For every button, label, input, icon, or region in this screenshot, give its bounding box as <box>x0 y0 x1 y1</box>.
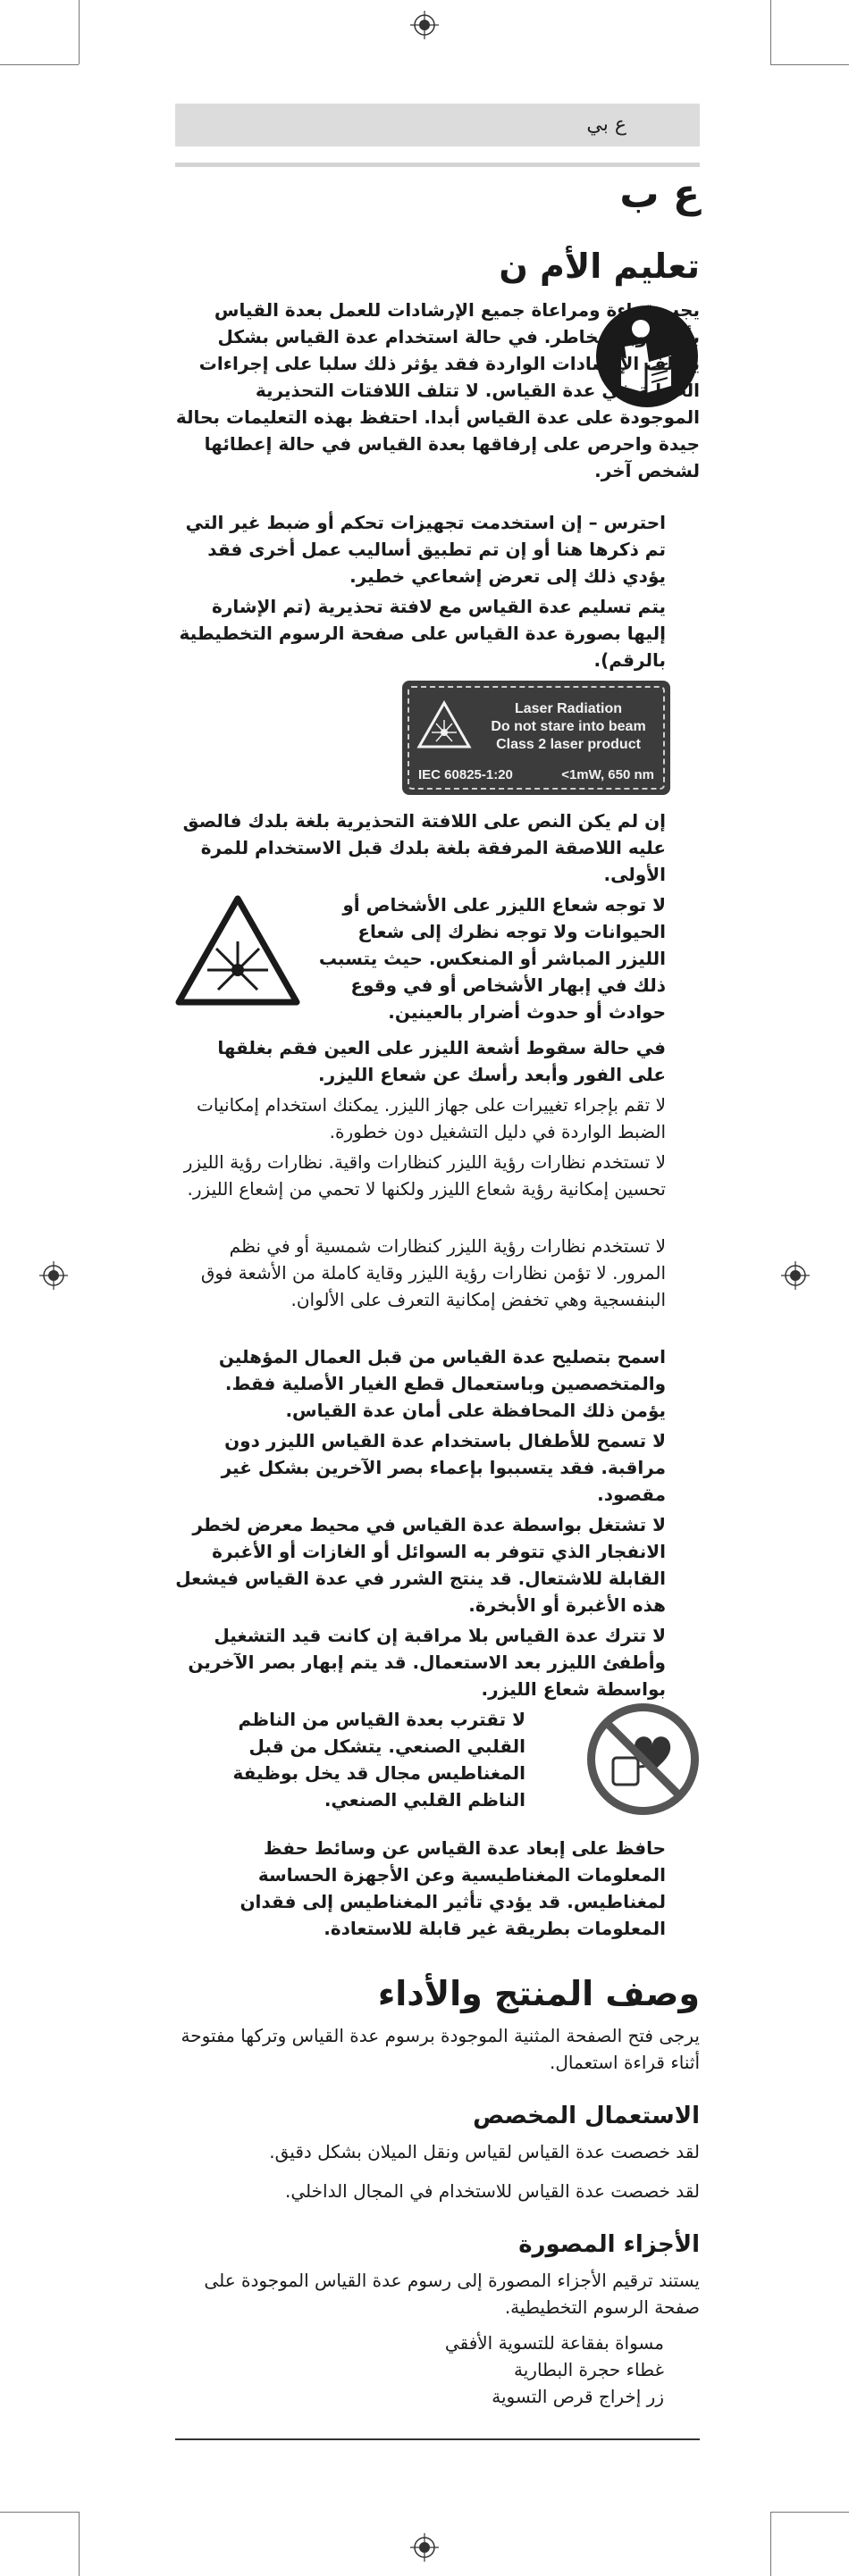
safety-intro-block <box>175 297 700 484</box>
crop-mark <box>770 0 771 64</box>
safety-title-block <box>175 247 700 286</box>
label-line-3: Class 2 laser product <box>496 737 641 752</box>
delivery-note: يتم تسليم عدة القياس مع لافتة تحذيرية (تم الإشارة إليها بصورة عدة القياس على صفحة الرسوم التخطيطية بالرقم). <box>179 596 666 671</box>
parts-title: الأجزاء المصورة <box>518 2231 700 2258</box>
children-block <box>175 1427 700 1508</box>
unattended-block <box>175 1622 700 1702</box>
no-changes-block <box>175 1091 700 1145</box>
header-rule <box>175 163 700 167</box>
beam-warning-block <box>315 891 700 1025</box>
pacemaker-block <box>175 1706 559 1813</box>
product-intro: يرجى فتح الصفحة المثنية الموجودة برسوم عدة القياس وتركها مفتوحة أثناء قراءة استعمال. <box>181 2025 700 2073</box>
registration-mark-icon <box>410 2533 439 2562</box>
registration-mark-icon <box>781 1261 810 1290</box>
page-title: ع ب <box>619 171 700 217</box>
parts-intro: يستند ترقيم الأجزاء المصورة إلى رسوم عدة القياس الموجودة على صفحة الرسوم التخطيطية. <box>204 2270 700 2318</box>
eye-contact: في حالة سقوط أشعة الليزر على العين فقم بغلقها على الفور وأبعد رأسك عن شعاع الليزر. <box>217 1037 666 1085</box>
language-label-note: إن لم يكن النص على اللافتة التحذيرية بلغة بلدك فالصق عليه اللاصقة المرفقة بلغة بلدك قبل الاستخدام للمرة الأولى. <box>182 810 666 885</box>
language-tab <box>175 104 700 146</box>
label-power: <1mW, 650 nm <box>561 767 654 782</box>
sunglasses: لا تستخدم نظارات رؤية الليزر كنظارات شمسية أو في نظم المرور. لا تؤمن نظارات رؤية الليزر وقاية كاملة من الأشعة فوق البنفسجية وهي تخفض إمكانية التعرف على الألوان. <box>200 1235 666 1310</box>
eye-contact-block <box>175 1034 700 1088</box>
safety-intro: يجب قراءة ومراعاة جميع الإرشادات للعمل بعدة القياس بأمان وبلا مخاطر. في حالة استخدام عدة القياس بشكل يخالف الإرشادات الواردة فقد يؤثر ذلك سلبا على إجراءات الحماية في عدة القياس. لا تتلف اللافتات التحذيرية الموجودة على عدة القياس أبدا. احتفظ بهذه التعليمات بحالة جيدة واحرص على إرفاقها بعدة القياس في حالة إعطائها لشخص آخر. <box>175 299 700 481</box>
no-pacemaker-icon <box>586 1702 700 1816</box>
crop-mark <box>770 64 849 65</box>
repair-block <box>175 1343 700 1424</box>
intended-use-1: لقد خصصت عدة القياس لقياس ونقل الميلان بشكل دقيق. <box>269 2141 700 2162</box>
list-item: غطاء حجرة البطارية <box>514 2359 664 2380</box>
goggles: لا تستخدم نظارات رؤية الليزر كنظارات واقية. نظارات رؤية الليزر تحسين إمكانية رؤية شعاع الليزر ولكنها لا تحمي من إشعاع الليزر. <box>183 1151 666 1200</box>
intended-use-title: الاستعمال المخصص <box>473 2103 700 2129</box>
unattended: لا تترك عدة القياس بلا مراقبة إن كانت قيد التشغيل وأطفئ الليزر بعد الاستعمال. قد يتم إبهار بصر الآخرين بواسطة شعاع الليزر. <box>188 1625 666 1700</box>
magnetic: حافظ على إبعاد عدة القياس عن وسائط حفظ المعلومات المغناطيسية وعن الأجهزة الحساسة لمغناطيس. قد يؤدي تأثير المغناطيس إلى فقدان المعلومات بطريقة غير قابلة للاستعادة. <box>240 1837 666 1939</box>
page-title-block <box>175 171 700 217</box>
footer-rule <box>175 2438 700 2440</box>
list-item: زر إخراج قرص التسوية <box>492 2386 664 2407</box>
repair: اسمح بتصليح عدة القياس من قبل العمال المؤهلين والمتخصصين وباستعمال قطع الغيار الأصلية فقط. يؤمن ذلك المحافظة على أمان عدة القياس. <box>218 1346 666 1421</box>
registration-mark-icon <box>410 11 439 39</box>
parts-list <box>175 2329 700 2410</box>
caution-text: احترس – إن استخدمت تجهيزات تحكم أو ضبط غير التي تم ذكرها هنا أو إن تم تطبيق أساليب عمل أخرى فقد يؤدي ذلك إلى تعرض إشعاعي خطير. <box>185 512 666 587</box>
beam-warning: لا توجه شعاع الليزر على الأشخاص أو الحيوانات ولا توجه نظرك إلى شعاع الليزر المباشر أو المنعكس. حيث يتسبب ذلك في إبهار الأشخاص أو في وقوع حوادث أو حدوث أضرار بالعينين. <box>318 894 666 1023</box>
list-item: مسواة بفقاعة للتسوية الأفقي <box>444 2332 664 2354</box>
pacemaker: لا تقترب بعدة القياس من الناظم القلبي الصنعي. يتشكل من قبل المغناطيس مجال قد يخل بوظيفة الناظم القلبي الصنعي. <box>232 1709 525 1811</box>
no-changes: لا تقم بإجراء تغييرات على جهاز الليزر. يمكنك استخدام إمكانيات الضبط الواردة في دليل التشغيل دون خطورة. <box>197 1094 666 1142</box>
laser-warning-icon <box>416 700 472 750</box>
laser-hazard-icon <box>175 895 300 1008</box>
sunglasses-block <box>175 1233 700 1313</box>
magnetic-block <box>175 1835 700 1942</box>
label-line-2: Do not stare into beam <box>491 719 646 734</box>
language-label-block <box>175 807 700 888</box>
product-section <box>175 1974 700 2410</box>
goggles-block <box>175 1149 700 1202</box>
laser-warning-label <box>402 681 670 795</box>
language-tab-label: ع بي <box>586 113 626 136</box>
product-title: وصف المنتج والأداء <box>377 1974 700 2013</box>
label-line-1: Laser Radiation <box>514 701 623 716</box>
registration-mark-icon <box>39 1261 68 1290</box>
crop-mark <box>770 2512 771 2576</box>
crop-mark <box>0 2512 79 2513</box>
safety-title: تعليم الأم ن <box>499 247 700 286</box>
delivery-block <box>175 593 700 673</box>
crop-mark <box>79 0 80 64</box>
label-standard: IEC 60825-1:20 <box>418 767 513 782</box>
intended-use-2: لقد خصصت عدة القياس للاستخدام في المجال الداخلي. <box>285 2180 700 2202</box>
crop-mark <box>79 2512 80 2576</box>
caution-block <box>175 509 700 590</box>
explosive-block <box>175 1511 700 1618</box>
crop-mark <box>0 64 79 65</box>
children: لا تسمح للأطفال باستخدام عدة القياس الليزر دون مراقبة. فقد يتسببوا بإعماء بصر الآخرين بشكل غير مقصود. <box>221 1430 666 1505</box>
crop-mark <box>770 2512 849 2513</box>
explosive: لا تشتغل بواسطة عدة القياس في محيط معرض لخطر الانفجار الذي تتوفر به السوائل أو الغازات أو الأغبرة القابلة للاشتعال. قد ينتج الشرر في عدة القياس فيشعل هذه الأغبرة أو الأبخرة. <box>175 1514 666 1616</box>
